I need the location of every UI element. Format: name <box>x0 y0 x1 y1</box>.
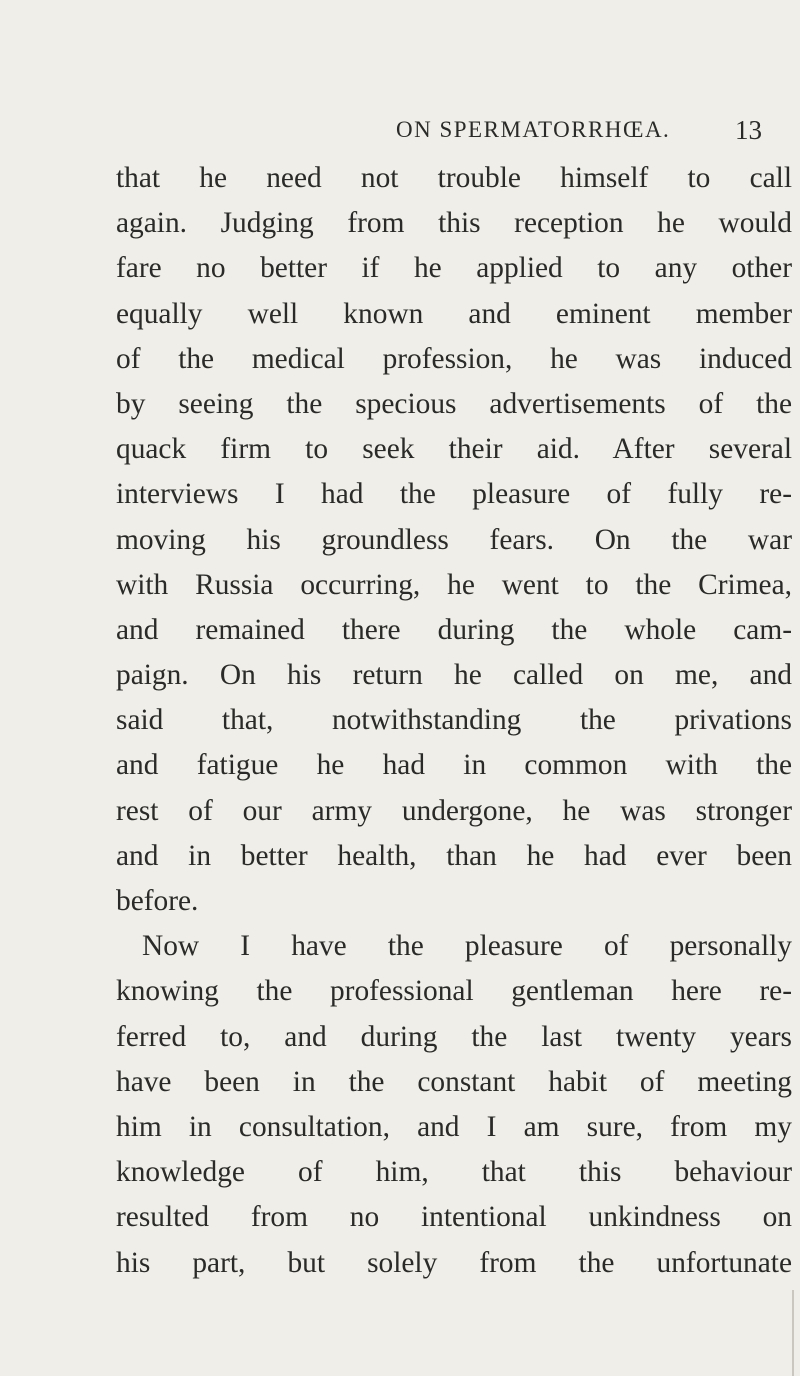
page-header <box>0 112 800 148</box>
paragraph-start-line: Now I have the pleasure of personally <box>142 930 792 963</box>
text-line: resulted from no intentional unkindness on <box>116 1201 792 1234</box>
text-line: with Russia occurring, he went to the Crimea, <box>116 568 792 601</box>
text-line: knowing the professional gentleman here re- <box>116 975 792 1008</box>
text-line: knowledge of him, that this behaviour <box>116 1156 792 1189</box>
text-line: his part, but solely from the unfortunate <box>116 1246 792 1279</box>
text-line: that he need not trouble himself to call <box>116 162 792 194</box>
page-number: 13 <box>735 115 762 145</box>
text-line: of the medical profession, he was induced <box>116 342 792 375</box>
text-line: moving his groundless fears. On the war <box>116 523 792 556</box>
text-line: interviews I had the pleasure of fully re- <box>116 478 792 511</box>
body-text <box>116 156 792 1286</box>
text-line: have been in the constant habit of meeting <box>116 1065 792 1098</box>
binding-edge-mark <box>792 1290 794 1376</box>
text-line: him in consultation, and I am sure, from my <box>116 1110 792 1143</box>
text-line: fare no better if he applied to any other <box>116 252 792 285</box>
text-line: ferred to, and during the last twenty years <box>116 1020 792 1053</box>
text-line: and fatigue he had in common with the <box>116 749 792 782</box>
text-line: said that, notwithstanding the privations <box>116 704 792 737</box>
text-line: rest of our army undergone, he was stronger <box>116 794 792 827</box>
text-line: by seeing the specious advertisements of the <box>116 387 792 420</box>
running-head: ON SPERMATORRHŒA. <box>396 117 671 142</box>
paragraph-end-line: before. <box>116 885 199 917</box>
text-line: and in better health, than he had ever been <box>116 839 792 872</box>
text-line: equally well known and eminent member <box>116 297 792 330</box>
text-line: again. Judging from this reception he would <box>116 207 792 240</box>
text-line: paign. On his return he called on me, and <box>116 659 792 692</box>
text-line: and remained there during the whole cam- <box>116 613 792 646</box>
text-line: quack firm to seek their aid. After several <box>116 433 792 466</box>
